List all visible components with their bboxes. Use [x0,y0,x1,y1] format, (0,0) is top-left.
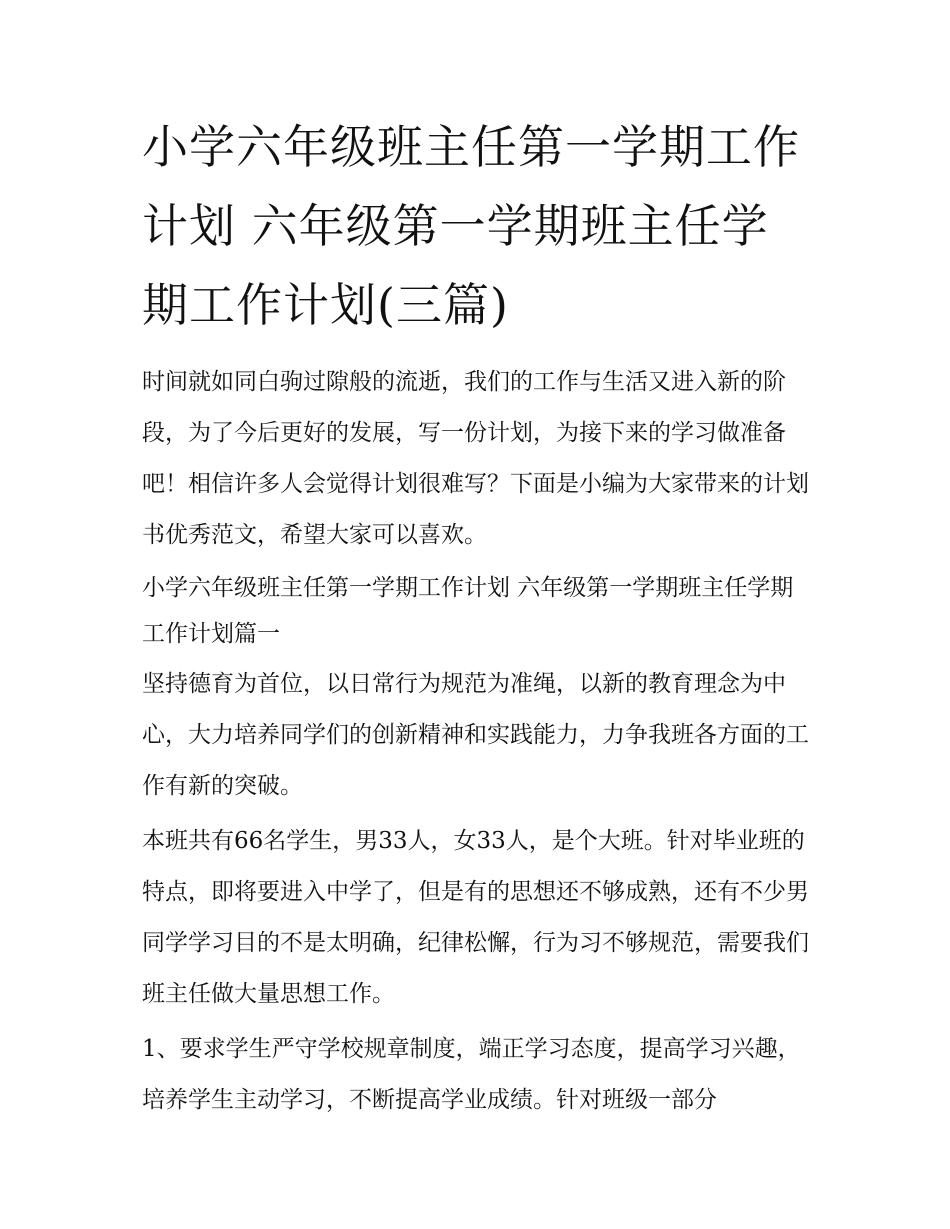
body-paragraph: 本班共有66名学生，男33人，女33人，是个大班。针对毕业班的特点，即将要进入中学了，但是有的思想还不够成熟，还有不少男同学学习目的不是太明确，纪律松懈，行为习不够规范，需要我们班主任做大量思想工作。 [142,828,809,1007]
document-title: 小学六年级班主任第一学期工作计划 六年级第一学期班主任学期工作计划(三篇) [142,120,800,332]
section-heading: 小学六年级班主任第一学期工作计划 六年级第一学期班主任学期工作计划篇一 [142,575,794,647]
intro-paragraph: 时间就如同白驹过隙般的流逝，我们的工作与生活又进入新的阶段，为了今后更好的发展，写一份计划，为接下来的学习做准备吧！相信许多人会觉得计划很难写？下面是小编为大家带来的计划书优秀范文，希望大家可以喜欢。 [142,369,809,548]
body-paragraph: 坚持德育为首位，以日常行为规范为准绳，以新的教育理念为中心，大力培养同学们的创新精神和实践能力，力争我班各方面的工作有新的突破。 [142,671,809,799]
list-item: 1、要求学生严守学校规章制度，端正学习态度，提高学习兴趣，培养学生主动学习，不断提高学业成绩。针对班级一部分 [142,1036,801,1113]
document-page [142,108,814,1130]
